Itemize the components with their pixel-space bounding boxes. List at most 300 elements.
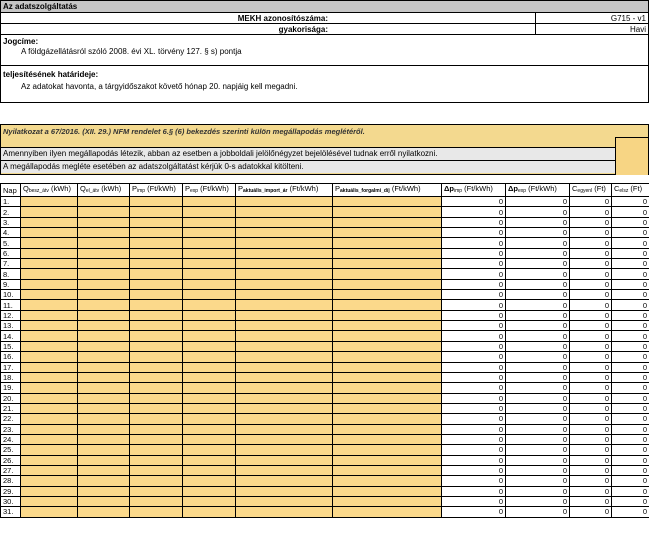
day-cell: 20. — [1, 393, 21, 403]
calculated-cell: 0 — [612, 352, 649, 362]
input-cell[interactable] — [21, 414, 78, 424]
input-cell[interactable] — [130, 414, 183, 424]
day-cell: 8. — [1, 269, 21, 279]
table-row — [1, 310, 649, 320]
table-row — [1, 228, 649, 238]
calculated-cell: 0 — [442, 310, 506, 320]
calculated-cell: 0 — [442, 217, 506, 227]
input-cell[interactable] — [333, 414, 442, 424]
input-cell[interactable] — [21, 310, 78, 320]
input-cell[interactable] — [183, 300, 236, 310]
input-cell[interactable] — [130, 290, 183, 300]
input-cell[interactable] — [21, 393, 78, 403]
input-cell[interactable] — [130, 259, 183, 269]
input-cell[interactable] — [78, 445, 130, 455]
input-cell[interactable] — [130, 507, 183, 517]
input-cell[interactable] — [333, 403, 442, 413]
calculated-cell: 0 — [442, 496, 506, 506]
input-cell[interactable] — [183, 496, 236, 506]
table-row — [1, 465, 649, 475]
input-cell[interactable] — [78, 383, 130, 393]
calculated-cell: 0 — [570, 476, 612, 486]
input-cell[interactable] — [236, 248, 333, 258]
input-cell[interactable] — [183, 310, 236, 320]
calculated-cell: 0 — [442, 465, 506, 475]
input-cell[interactable] — [333, 197, 442, 207]
calculated-cell: 0 — [612, 321, 649, 331]
input-cell[interactable] — [21, 372, 78, 382]
input-cell[interactable] — [333, 507, 442, 517]
day-cell: 9. — [1, 279, 21, 289]
input-cell[interactable] — [21, 331, 78, 341]
input-cell[interactable] — [183, 465, 236, 475]
day-cell: 22. — [1, 414, 21, 424]
day-cell: 6. — [1, 248, 21, 258]
input-cell[interactable] — [21, 507, 78, 517]
input-cell[interactable] — [333, 248, 442, 258]
calculated-cell: 0 — [506, 248, 570, 258]
table-row — [1, 507, 649, 517]
input-cell[interactable] — [130, 228, 183, 238]
input-cell[interactable] — [236, 445, 333, 455]
input-cell[interactable] — [130, 476, 183, 486]
frequency-label: gyakorisága: — [278, 25, 328, 34]
frequency-row — [0, 24, 649, 35]
input-cell[interactable] — [333, 279, 442, 289]
input-cell[interactable] — [333, 372, 442, 382]
legal-basis-block — [0, 35, 649, 66]
input-cell[interactable] — [333, 290, 442, 300]
input-cell[interactable] — [78, 434, 130, 444]
input-cell[interactable] — [236, 341, 333, 351]
input-cell[interactable] — [78, 496, 130, 506]
deadline-label: teljesítésének határideje: — [3, 70, 99, 79]
input-cell[interactable] — [130, 465, 183, 475]
input-cell[interactable] — [78, 321, 130, 331]
calculated-cell: 0 — [442, 238, 506, 248]
calculated-cell: 0 — [570, 217, 612, 227]
calculated-cell: 0 — [570, 455, 612, 465]
input-cell[interactable] — [130, 383, 183, 393]
input-cell[interactable] — [21, 217, 78, 227]
table-row — [1, 197, 649, 207]
input-cell[interactable] — [130, 486, 183, 496]
input-cell[interactable] — [130, 455, 183, 465]
input-cell[interactable] — [333, 207, 442, 217]
calculated-cell: 0 — [570, 279, 612, 289]
input-cell[interactable] — [183, 228, 236, 238]
input-cell[interactable] — [21, 197, 78, 207]
table-row — [1, 383, 649, 393]
column-header: $P_{aktuális\_forgalmi\_díj}$ (Ft/kWh) — [333, 184, 442, 197]
input-cell[interactable] — [130, 372, 183, 382]
input-cell[interactable] — [21, 434, 78, 444]
input-cell[interactable] — [333, 331, 442, 341]
frequency-value: Havi — [629, 25, 646, 34]
input-cell[interactable] — [236, 455, 333, 465]
input-cell[interactable] — [130, 217, 183, 227]
input-cell[interactable] — [130, 362, 183, 372]
calculated-cell: 0 — [442, 445, 506, 455]
calculated-cell: 0 — [506, 310, 570, 320]
input-cell[interactable] — [78, 393, 130, 403]
input-cell[interactable] — [21, 300, 78, 310]
input-cell[interactable] — [236, 259, 333, 269]
calculated-cell: 0 — [506, 403, 570, 413]
calculated-cell: 0 — [570, 403, 612, 413]
declaration-line1-bar — [1, 147, 615, 160]
input-cell[interactable] — [78, 403, 130, 413]
input-cell[interactable] — [78, 259, 130, 269]
input-cell[interactable] — [333, 269, 442, 279]
table-row — [1, 341, 649, 351]
input-cell[interactable] — [78, 424, 130, 434]
calculated-cell: 0 — [570, 238, 612, 248]
input-cell[interactable] — [21, 476, 78, 486]
input-cell[interactable] — [130, 352, 183, 362]
input-cell[interactable] — [21, 290, 78, 300]
table-row — [1, 455, 649, 465]
input-cell[interactable] — [78, 248, 130, 258]
input-cell[interactable] — [130, 321, 183, 331]
input-cell[interactable] — [236, 279, 333, 289]
calculated-cell: 0 — [442, 414, 506, 424]
input-cell[interactable] — [183, 290, 236, 300]
column-header: $Q_{el\_átv}$ (kWh) — [78, 184, 130, 197]
input-cell[interactable] — [183, 383, 236, 393]
input-cell[interactable] — [78, 228, 130, 238]
input-cell[interactable] — [183, 414, 236, 424]
input-cell[interactable] — [130, 496, 183, 506]
input-cell[interactable] — [78, 238, 130, 248]
calculated-cell: 0 — [506, 486, 570, 496]
input-cell[interactable] — [333, 455, 442, 465]
input-cell[interactable] — [236, 321, 333, 331]
input-cell[interactable] — [236, 465, 333, 475]
input-cell[interactable] — [183, 248, 236, 258]
input-cell[interactable] — [78, 269, 130, 279]
input-cell[interactable] — [333, 259, 442, 269]
header-title: Az adatszolgáltatás — [3, 2, 78, 11]
input-cell[interactable] — [236, 383, 333, 393]
calculated-cell: 0 — [570, 414, 612, 424]
input-cell[interactable] — [333, 496, 442, 506]
input-cell[interactable] — [130, 403, 183, 413]
day-cell: 16. — [1, 352, 21, 362]
input-cell[interactable] — [333, 228, 442, 238]
input-cell[interactable] — [236, 476, 333, 486]
input-cell[interactable] — [21, 207, 78, 217]
agreement-checkbox[interactable] — [615, 137, 648, 175]
input-cell[interactable] — [183, 372, 236, 382]
input-cell[interactable] — [130, 393, 183, 403]
input-cell[interactable] — [130, 331, 183, 341]
calculated-cell: 0 — [506, 341, 570, 351]
input-cell[interactable] — [236, 290, 333, 300]
input-cell[interactable] — [130, 207, 183, 217]
input-cell[interactable] — [236, 486, 333, 496]
column-header: $C_{egyenl}$ (Ft) — [570, 184, 612, 197]
calculated-cell: 0 — [570, 496, 612, 506]
input-cell[interactable] — [21, 362, 78, 372]
input-cell[interactable] — [78, 352, 130, 362]
day-cell: 2. — [1, 207, 21, 217]
day-cell: 25. — [1, 445, 21, 455]
input-cell[interactable] — [130, 445, 183, 455]
declaration-line1: Amennyiben ilyen megállapodás létezik, abban az esetben a jobboldali jelölőnégyzet bejelölésével tudnak erről nyilatkozni. — [3, 149, 438, 158]
input-cell[interactable] — [130, 238, 183, 248]
input-cell[interactable] — [236, 228, 333, 238]
input-cell[interactable] — [78, 217, 130, 227]
input-cell[interactable] — [130, 248, 183, 258]
input-cell[interactable] — [21, 465, 78, 475]
input-cell[interactable] — [183, 445, 236, 455]
input-cell[interactable] — [333, 352, 442, 362]
calculated-cell: 0 — [506, 197, 570, 207]
table-row — [1, 352, 649, 362]
input-cell[interactable] — [78, 476, 130, 486]
calculated-cell: 0 — [612, 310, 649, 320]
input-cell[interactable] — [236, 372, 333, 382]
input-cell[interactable] — [183, 197, 236, 207]
input-cell[interactable] — [78, 507, 130, 517]
mekh-label: MEKH azonosítószáma: — [237, 14, 328, 23]
input-cell[interactable] — [236, 507, 333, 517]
input-cell[interactable] — [183, 341, 236, 351]
calculated-cell: 0 — [442, 393, 506, 403]
table-row — [1, 372, 649, 382]
input-cell[interactable] — [21, 403, 78, 413]
calculated-cell: 0 — [612, 279, 649, 289]
input-cell[interactable] — [236, 352, 333, 362]
input-cell[interactable] — [21, 269, 78, 279]
input-cell[interactable] — [236, 310, 333, 320]
input-cell[interactable] — [78, 372, 130, 382]
calculated-cell: 0 — [506, 290, 570, 300]
column-header: $C_{elsz}$ (Ft) — [612, 184, 649, 197]
input-cell[interactable] — [333, 321, 442, 331]
input-cell[interactable] — [21, 228, 78, 238]
calculated-cell: 0 — [442, 434, 506, 444]
input-cell[interactable] — [21, 424, 78, 434]
input-cell[interactable] — [21, 248, 78, 258]
calculated-cell: 0 — [506, 321, 570, 331]
table-row — [1, 434, 649, 444]
calculated-cell: 0 — [442, 372, 506, 382]
input-cell[interactable] — [21, 341, 78, 351]
day-cell: 7. — [1, 259, 21, 269]
input-cell[interactable] — [183, 486, 236, 496]
day-cell: 18. — [1, 372, 21, 382]
calculated-cell: 0 — [506, 259, 570, 269]
input-cell[interactable] — [236, 269, 333, 279]
table-row — [1, 486, 649, 496]
input-cell[interactable] — [236, 362, 333, 372]
mekh-row — [0, 13, 649, 24]
input-cell[interactable] — [236, 197, 333, 207]
input-cell[interactable] — [78, 486, 130, 496]
input-cell[interactable] — [333, 486, 442, 496]
input-cell[interactable] — [333, 238, 442, 248]
input-cell[interactable] — [333, 476, 442, 486]
input-cell[interactable] — [236, 300, 333, 310]
calculated-cell: 0 — [612, 372, 649, 382]
table-row — [1, 393, 649, 403]
calculated-cell: 0 — [506, 465, 570, 475]
input-cell[interactable] — [236, 217, 333, 227]
input-cell[interactable] — [333, 465, 442, 475]
input-cell[interactable] — [183, 331, 236, 341]
input-cell[interactable] — [21, 445, 78, 455]
input-cell[interactable] — [21, 486, 78, 496]
day-cell: 27. — [1, 465, 21, 475]
calculated-cell: 0 — [442, 352, 506, 362]
input-cell[interactable] — [333, 300, 442, 310]
table-row — [1, 424, 649, 434]
day-cell: 4. — [1, 228, 21, 238]
day-cell: 26. — [1, 455, 21, 465]
day-cell: 11. — [1, 300, 21, 310]
input-cell[interactable] — [21, 496, 78, 506]
input-cell[interactable] — [130, 197, 183, 207]
calculated-cell: 0 — [570, 290, 612, 300]
column-header: $P_{exp}$ (Ft/kWh) — [183, 184, 236, 197]
input-cell[interactable] — [236, 424, 333, 434]
legal-basis-text: A földgázellátásról szóló 2008. évi XL. törvény 127. § s) pontja — [21, 47, 242, 56]
input-cell[interactable] — [183, 207, 236, 217]
input-cell[interactable] — [130, 300, 183, 310]
day-cell: 14. — [1, 331, 21, 341]
input-cell[interactable] — [183, 434, 236, 444]
input-cell[interactable] — [236, 434, 333, 444]
calculated-cell: 0 — [570, 383, 612, 393]
day-cell: 28. — [1, 476, 21, 486]
input-cell[interactable] — [236, 331, 333, 341]
input-cell[interactable] — [78, 290, 130, 300]
day-cell: 1. — [1, 197, 21, 207]
calculated-cell: 0 — [612, 383, 649, 393]
input-cell[interactable] — [21, 455, 78, 465]
input-cell[interactable] — [183, 393, 236, 403]
input-cell[interactable] — [78, 207, 130, 217]
calculated-cell: 0 — [570, 321, 612, 331]
input-cell[interactable] — [130, 279, 183, 289]
input-cell[interactable] — [333, 424, 442, 434]
input-cell[interactable] — [183, 321, 236, 331]
input-cell[interactable] — [183, 259, 236, 269]
input-cell[interactable] — [78, 455, 130, 465]
input-cell[interactable] — [78, 279, 130, 289]
input-cell[interactable] — [78, 414, 130, 424]
calculated-cell: 0 — [570, 352, 612, 362]
input-cell[interactable] — [130, 341, 183, 351]
input-cell[interactable] — [21, 352, 78, 362]
calculated-cell: 0 — [612, 486, 649, 496]
input-cell[interactable] — [236, 238, 333, 248]
calculated-cell: 0 — [506, 217, 570, 227]
mekh-value: G715 - v1 — [610, 14, 646, 23]
calculated-cell: 0 — [506, 352, 570, 362]
input-cell[interactable] — [78, 197, 130, 207]
input-cell[interactable] — [78, 341, 130, 351]
calculated-cell: 0 — [612, 300, 649, 310]
input-cell[interactable] — [78, 331, 130, 341]
input-cell[interactable] — [333, 434, 442, 444]
input-cell[interactable] — [236, 393, 333, 403]
input-cell[interactable] — [333, 445, 442, 455]
calculated-cell: 0 — [506, 269, 570, 279]
input-cell[interactable] — [183, 269, 236, 279]
calculated-cell: 0 — [570, 269, 612, 279]
input-cell[interactable] — [183, 279, 236, 289]
calculated-cell: 0 — [570, 434, 612, 444]
input-cell[interactable] — [130, 310, 183, 320]
calculated-cell: 0 — [506, 279, 570, 289]
input-cell[interactable] — [333, 310, 442, 320]
input-cell[interactable] — [183, 455, 236, 465]
input-cell[interactable] — [21, 259, 78, 269]
input-cell[interactable] — [130, 434, 183, 444]
calculated-cell: 0 — [506, 507, 570, 517]
input-cell[interactable] — [183, 476, 236, 486]
calculated-cell: 0 — [570, 445, 612, 455]
input-cell[interactable] — [333, 217, 442, 227]
input-cell[interactable] — [183, 217, 236, 227]
input-cell[interactable] — [333, 362, 442, 372]
input-cell[interactable] — [78, 465, 130, 475]
table-row — [1, 414, 649, 424]
input-cell[interactable] — [183, 238, 236, 248]
calculated-cell: 0 — [442, 197, 506, 207]
input-cell[interactable] — [130, 269, 183, 279]
declaration-line2-bar — [1, 160, 615, 173]
input-cell[interactable] — [333, 341, 442, 351]
input-cell[interactable] — [333, 383, 442, 393]
calculated-cell: 0 — [442, 290, 506, 300]
input-cell[interactable] — [236, 207, 333, 217]
input-cell[interactable] — [183, 507, 236, 517]
input-cell[interactable] — [21, 321, 78, 331]
input-cell[interactable] — [236, 414, 333, 424]
day-cell: 3. — [1, 217, 21, 227]
input-cell[interactable] — [333, 393, 442, 403]
input-cell[interactable] — [21, 383, 78, 393]
table-row — [1, 238, 649, 248]
input-cell[interactable] — [21, 238, 78, 248]
calculated-cell: 0 — [612, 290, 649, 300]
calculated-cell: 0 — [442, 507, 506, 517]
input-cell[interactable] — [78, 362, 130, 372]
input-cell[interactable] — [21, 279, 78, 289]
input-cell[interactable] — [130, 424, 183, 434]
calculated-cell: 0 — [612, 465, 649, 475]
column-header: Nap — [1, 184, 21, 197]
input-cell[interactable] — [236, 496, 333, 506]
table-row — [1, 403, 649, 413]
input-cell[interactable] — [78, 310, 130, 320]
calculated-cell: 0 — [570, 331, 612, 341]
deadline-text: Az adatokat havonta, a tárgyidőszakot követő hónap 20. napjáig kell megadni. — [21, 82, 298, 91]
input-cell[interactable] — [183, 362, 236, 372]
deadline-block — [0, 66, 649, 103]
input-cell[interactable] — [183, 424, 236, 434]
input-cell[interactable] — [183, 352, 236, 362]
calculated-cell: 0 — [506, 476, 570, 486]
input-cell[interactable] — [78, 300, 130, 310]
input-cell[interactable] — [236, 403, 333, 413]
input-cell[interactable] — [183, 403, 236, 413]
table-row — [1, 259, 649, 269]
